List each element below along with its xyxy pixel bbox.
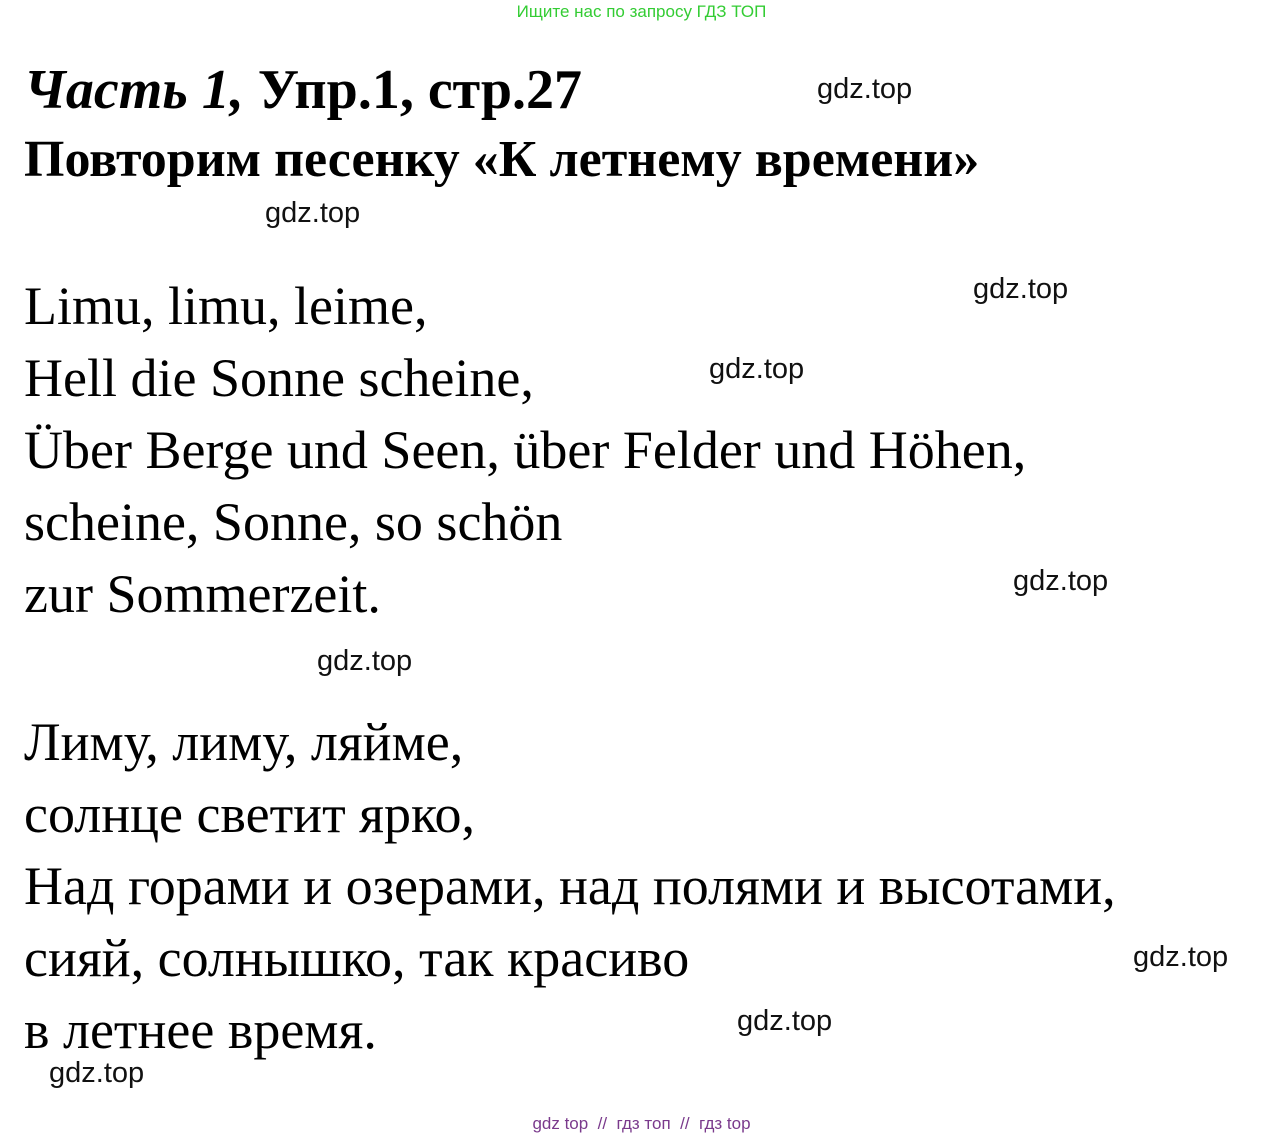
song-german [24, 270, 1026, 630]
watermark: gdz.top [49, 1057, 145, 1089]
song-line: zur Sommerzeit. [24, 564, 381, 624]
watermark: gdz.top [709, 353, 805, 385]
watermark: gdz.top [1133, 941, 1229, 973]
watermark: gdz.top [317, 645, 413, 677]
watermark: gdz.top [1013, 565, 1109, 597]
song-line: scheine, Sonne, so schön [24, 492, 563, 552]
song-line: солнце светит ярко, [24, 784, 476, 844]
song-line: Limu, limu, leime, [24, 276, 428, 336]
watermark: gdz.top [817, 73, 913, 105]
title-part: Часть 1, [24, 59, 244, 121]
page-subtitle: Повторим песенку «К летнему времени» [24, 131, 980, 188]
title-exercise: Упр.1, стр.27 [243, 59, 583, 121]
top-banner: Ищите нас по запросу ГДЗ ТОП [516, 2, 767, 21]
song-line: Над горами и озерами, над полями и высотами, [24, 856, 1116, 916]
watermark: gdz.top [973, 273, 1069, 305]
song-line: в летнее время. [24, 1000, 377, 1060]
song-russian [24, 706, 1116, 1066]
song-line: Über Berge und Seen, über Felder und Höhen, [24, 420, 1027, 480]
song-line: Hell die Sonne scheine, [24, 348, 534, 408]
song-line: сияй, солнышко, так красиво [24, 928, 690, 988]
song-line: Лиму, лиму, ляйме, [24, 712, 464, 772]
watermark: gdz.top [737, 1005, 833, 1037]
footer-watermark: gdz top // гдз топ // гдз top [532, 1114, 751, 1133]
page-title [24, 55, 582, 125]
watermark: gdz.top [265, 197, 361, 229]
